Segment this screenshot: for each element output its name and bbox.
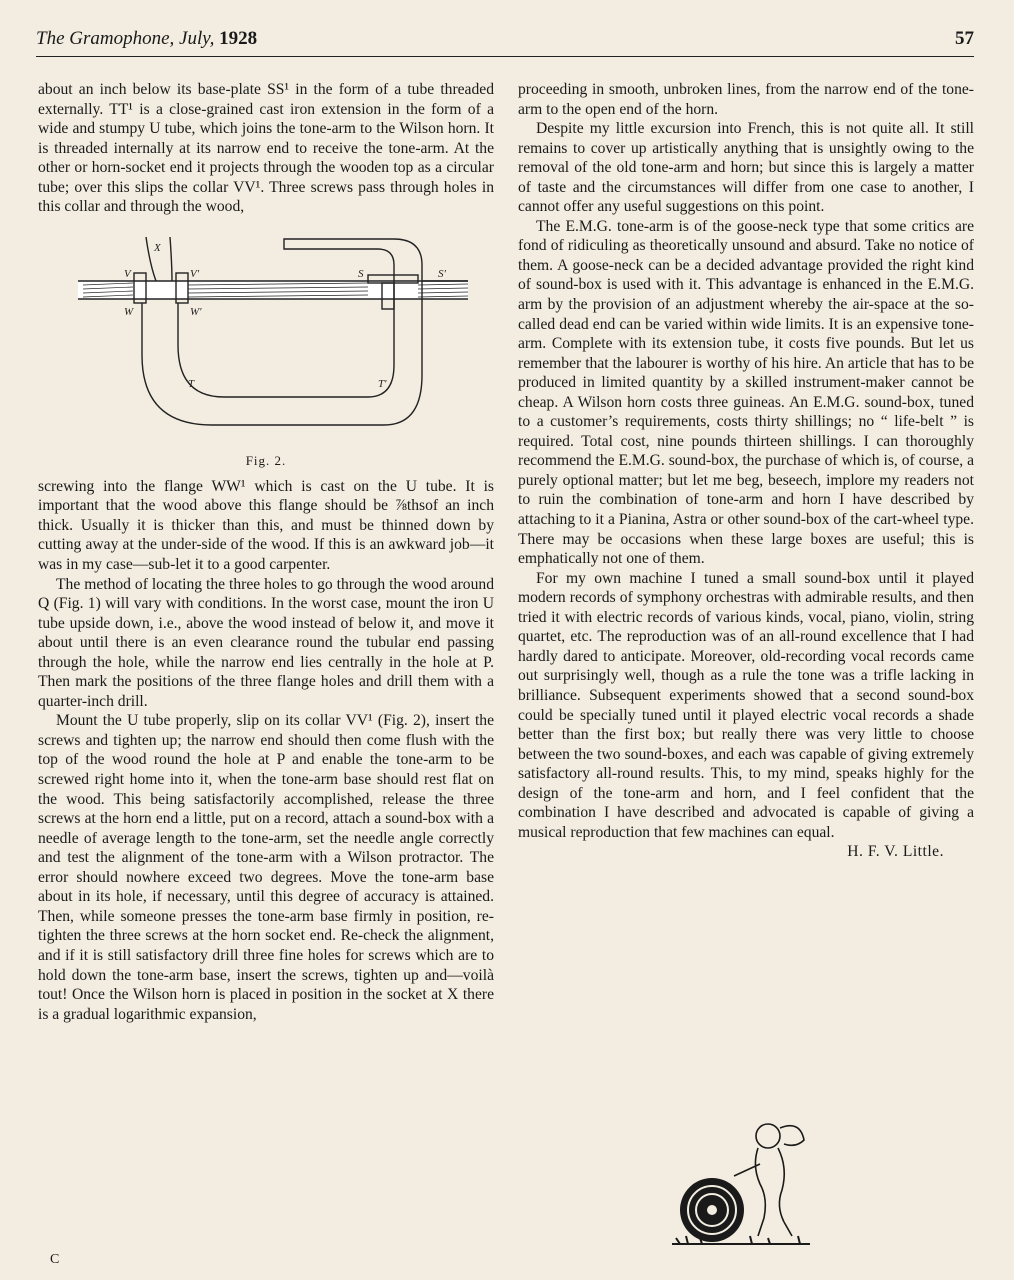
page-header: [36, 28, 974, 57]
label-t1: T′: [378, 377, 387, 390]
author-signature: H. F. V. Little.: [847, 843, 944, 861]
label-s: S: [358, 267, 364, 280]
issue-year: 1928: [219, 28, 258, 49]
left-paragraph-2: screwing into the flange WW¹ which is cast on the U tube. It is important that the wood above this flange should be ⅞thsof an inch thick. Usually it is thicker than this, and must be thinned down by cutting away at the under-side of the wood. If this is an awkward job—it was in my case—sub-let it to a good carpenter.: [38, 477, 494, 574]
label-t: T: [188, 377, 195, 390]
label-v: V: [124, 267, 131, 280]
label-v1: V′: [190, 267, 200, 280]
page-number: 57: [955, 28, 974, 49]
running-title: [36, 28, 257, 50]
right-paragraph-1: proceeding in smooth, unbroken lines, from the narrow end of the tone-arm to the open end of the horn.: [518, 81, 974, 118]
printer-signature-mark: C: [50, 1252, 60, 1267]
right-paragraph-3: The E.M.G. tone-arm is of the goose-neck type that some critics are fond of ridiculing as theoretically unsound and absurd. Take no notice of them. A goose-neck can be a decided advantage provided the right kind of sound-box is used with it. This advantage is enhanced in the E.M.G. arm by the provision of an adjustment whereby the air-space at the so-called dead end can be varied within wide limits. It is an expensive tone-arm. Complete with its extension tube, it costs five pounds. But let us remember that the labourer is worthy of his hire. An article that has to be produced in limited quantity by a skilled instrument-maker cannot be cheap. A Wilson horn costs three guineas. An E.M.G. sound-box, tuned to a customer’s requirements, costs thirty shillings; no “ life-belt ” is required. Total cost, nine pounds thirteen shillings. I can thoroughly recommend the E.M.G. sound-box, the purchase of which is, of course, a purely optional matter; but let me beg, beseech, implore my readers not to ruin the combination of tone-arm and horn I have described by attaching to it a Pianina, Astra or other sound-box of the cart-wheel type. There may be occasions when these large boxes are useful; this is emphatically not one of them.: [518, 217, 974, 568]
left-paragraph-1: about an inch below its base-plate SS¹ in the form of a tube threaded externally. TT¹ is a close-grained cast iron extension in the form of a wide and stumpy U tube, which joins the tone-arm to the Wilson horn. It is threaded internally at its narrow end to receive the tone-arm. At the other or horn-socket end it projects through the wooden top as a circular tube; over this slips the collar VV¹. Three screws pass through holes in this collar and through the wood,: [38, 81, 494, 216]
right-column: [518, 80, 974, 861]
right-paragraph-2: Despite my little excursion into French, this is not quite all. It still remains to cover up artistically anything that is unsightly owing to the removal of the old tone-arm and horn; but since this is largely a matter of taste and the circumstances will differ from one case to another, I cannot offer any useful suggestions on this point.: [518, 120, 974, 216]
label-s1: S′: [438, 267, 446, 280]
right-paragraph-4: For my own machine I tuned a small sound-box until it played modern records of symphony orchestras with admirable results, and then tried it with electric records of various kinds, vocal, piano, violin, string quartet, etc. The reproduction was of an all-round excellence that I had hardly dared to anticipate. Moreover, old-recording vocal records came out surprisingly well, though as a rule the tone was a trifle lacking in brilliance. Subsequent experiments showed that a second sound-box could be specially tuned until it played electric vocal records a shade better than the first box; but really there was very little to choose between the two sound-boxes, and each was capable of giving extremely satisfactory all-round results. This, to my mind, speaks highly for the design of the tone-arm and horn, and I feel confident that the combination I have described and advocated is capable of giving a musical reproduction that few machines can equal.: [518, 569, 974, 841]
left-column: [38, 80, 494, 1024]
label-w1: W′: [190, 305, 202, 318]
label-w: W: [124, 305, 134, 318]
left-paragraph-4: Mount the U tube properly, slip on its collar VV¹ (Fig. 2), insert the screws and tighten up; the narrow end should then come flush with the top of the wood round the hole at P and enable the tone-arm to be screwed right home into it, when the tone-arm base should rest flat on the wood. This being satisfactorily accomplished, release the three screws at the horn end a little, put on a record, attach a sound-box with a needle of average length to the tone-arm, set the needle angle correctly and test the alignment of the tone-arm with a Wilson protractor. The error should nowhere exceed two degrees. Move the tone-arm base about in its hole, if necessary, until this degree of accuracy is attained. Then, while someone presses the tone-arm base firmly in position, re-tighten the three screws at the horn socket end. Re-check the alignment, and if it is still satisfactory drill three fine holes for screws which are to hold down the tone-arm base, insert the screws, tighten up and—voilà tout! Once the Wilson horn is placed in position in the socket at X there is a gradual logarithmic expansion,: [38, 712, 494, 1023]
figure-caption: Fig. 2.: [245, 452, 287, 468]
label-x: X: [154, 241, 161, 254]
figure-2: [38, 225, 494, 471]
left-paragraph-3: The method of locating the three holes to go through the wood around Q (Fig. 1) will vary with conditions. In the worst case, mount the iron U tube upside down, i.e., above the wood instead of below it, and move it about until there is an even clearance round the tubular end passing through the hole, while the narrow end lies centrally in the hole at P. Then mark the positions of the three flange holes and drill them with a quarter-inch drill.: [38, 575, 494, 710]
cherub-gramophone-ornament: [672, 1118, 810, 1252]
u-tube-diagram: [38, 225, 494, 455]
magazine-title: The Gramophone, July,: [36, 28, 215, 49]
